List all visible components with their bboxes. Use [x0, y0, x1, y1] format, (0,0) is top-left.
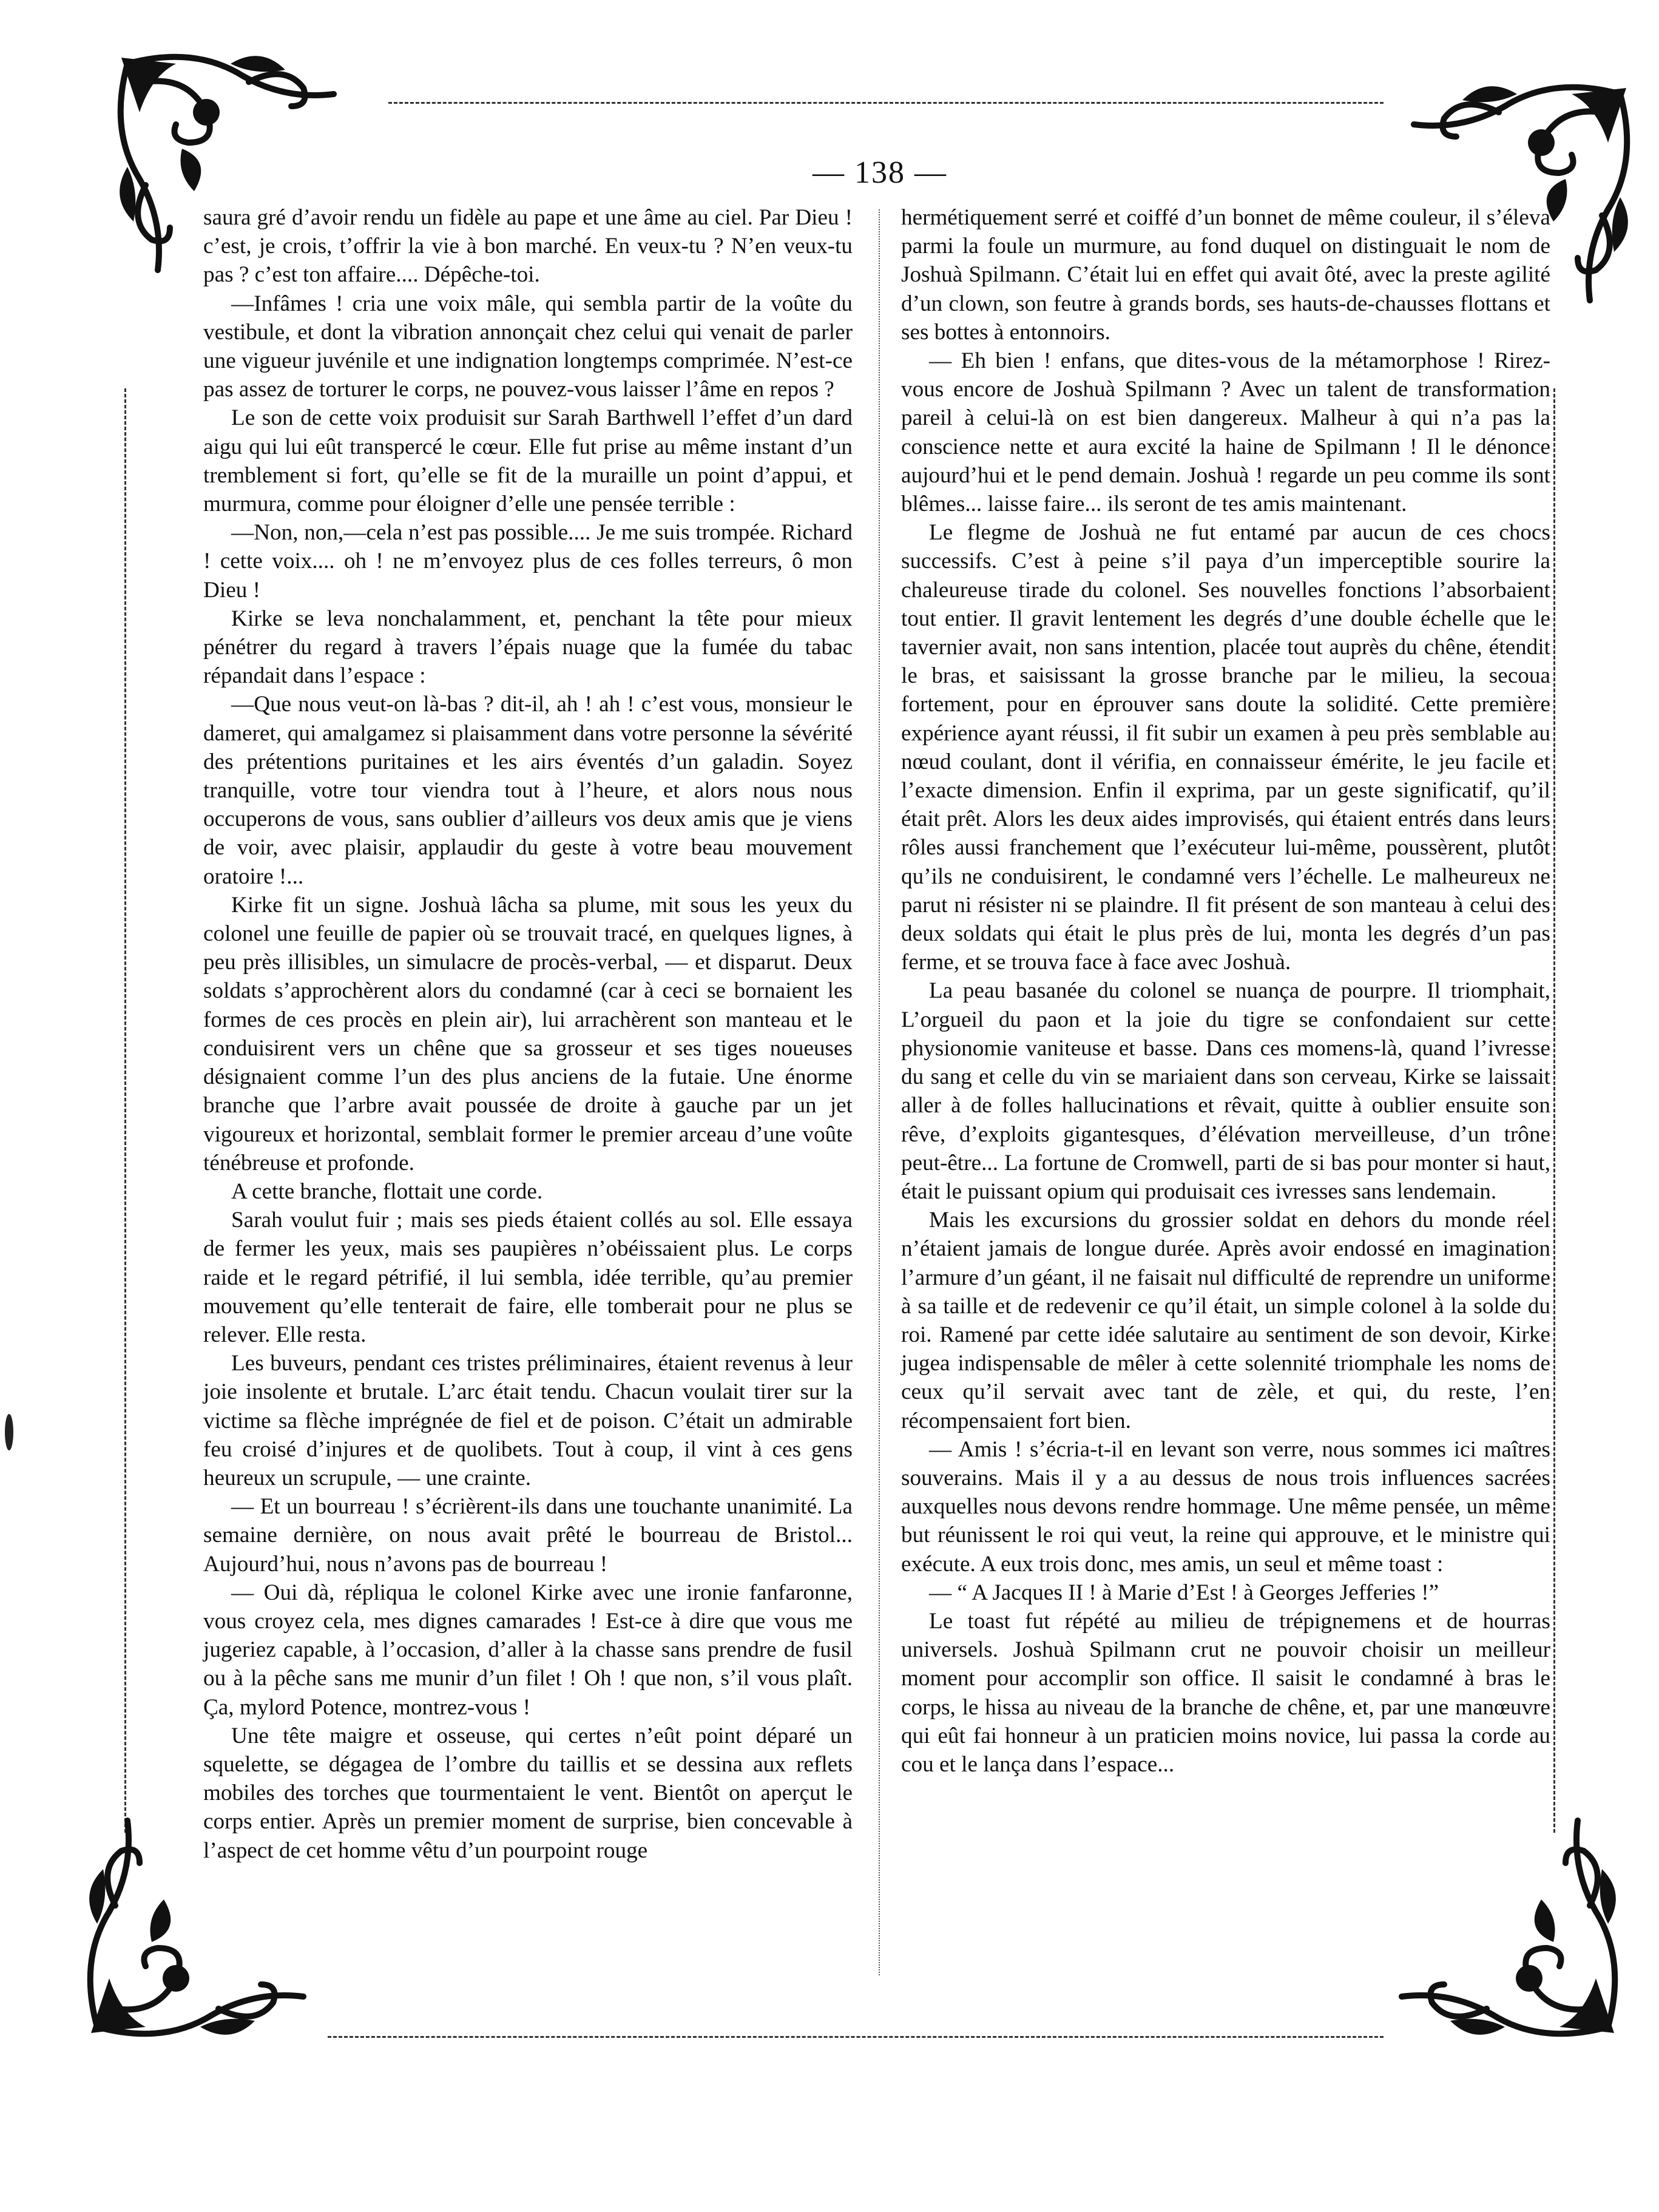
paragraph: — Oui dà, répliqua le colonel Kirke avec une ironie fanfaronne, vous croyez cela, mes dignes camarades ! Est-ce à dire que vous me jugeriez capable, à l’occasion, d’aller à la chasse sans prendre de fusil ou à la pêche sans me munir d’un filet ! Oh ! que non, s’il vous plaît. Ça, mylord Potence, montrez-vous ! [203, 1580, 853, 1720]
paragraph: Le son de cette voix produisit sur Sarah Barthwell l’effet d’un dard aigu qui lui eût transpercé le cœur. Elle fut prise au même instant d’un tremblement si fort, qu’elle se fit de la muraille un point d’appui, et murmura, comme pour éloigner d’elle une pensée terrible : [203, 405, 853, 517]
paragraph: saura gré d’avoir rendu un fidèle au pape et une âme au ciel. Par Dieu ! c’est, je crois, t’offrir la vie à bon marché. En veux-tu ? N’en veux-tu pas ? c’est ton affaire.... Dépêche-toi. [203, 205, 853, 288]
right-column [901, 203, 1550, 1779]
paragraph: — Et un bourreau ! s’écrièrent-ils dans une touchante unanimité. La semaine dernière, on nous avait prêté le bourreau de Bristol... Aujourd’hui, nous n’avons pas de bourreau ! [203, 1494, 853, 1577]
paragraph: A cette branche, flottait une corde. [231, 1179, 543, 1204]
border-left [124, 388, 126, 1833]
paragraph: — “ A Jacques II ! à Marie d’Est ! à Georges Jefferies !” [929, 1580, 1439, 1605]
paragraph: Les buveurs, pendant ces tristes préliminaires, étaient revenus à leur joie insolente et brutale. L’arc était tendu. Chacun voulait tirer sur la victime sa flèche imprégnée de fiel et de poison. C’était un admirable feu croisé d’injures et de quolibets. Tout à coup, il vint à ces gens heureux un scrupule, — une crainte. [203, 1351, 853, 1490]
paragraph: — Amis ! s’écria-t-il en levant son verre, nous sommes ici maîtres souverains. Mais il y a au dessus de nous trois influences sacrées auxquelles nous devons rendre hommage. Une même pensée, un même but réunissent le roi qui veut, la reine qui approuve, et le ministre qui exécute. A eux trois donc, mes amis, un seul et même toast : [901, 1436, 1550, 1577]
paragraph: Le toast fut répété au milieu de trépignemens et de hourras universels. Joshuà Spilmann crut ne pouvoir choisir un meilleur moment pour accomplir son office. Il saisit le condamné à bras le corps, le hissa au niveau de la branche de chêne, et, par une manœuvre qui eût fai honneur à un praticien moins novice, lui passa la corde au cou et le lança dans l’espace... [901, 1608, 1550, 1777]
paragraph: Kirke fit un signe. Joshuà lâcha sa plume, mit sous les yeux du colonel une feuille de papier où se trouvait tracé, en quelques lignes, à peu près illisibles, un simulacre de procès-verbal, — et disparut. Deux soldats s’approchèrent alors du condamné (car à ceci se bornaient les formes de ces procès en plein air), lui arrachèrent son manteau et le conduisirent vers un chêne que sa grosseur et ses tiges noueuses désignaient comme l’un des plus anciens de la futaie. Une énorme branche que l’arbre avait poussée de droite à gauche par un jet vigoureux et horizontal, semblait former le premier arceau d’une voûte ténébreuse et profonde. [203, 892, 853, 1175]
paragraph: —Non, non,—cela n’est pas possible.... Je me suis trompée. Richard ! cette voix.... oh ! ne m’envoyez plus de ces folles terreurs, ô mon Dieu ! [203, 520, 853, 603]
paragraph: —Que nous veut-on là-bas ? dit-il, ah ! ah ! c’est vous, monsieur le dameret, qui amalgamez si plaisamment dans votre personne la sévérité des prétentions puritaines et les airs éventés d’un galadin. Soyez tranquille, votre tour viendra tout à l’heure, et alors nous nous occuperons de vous, sans oublier d’ailleurs vos deux amis que je viens de voir, avec plaisir, applaudir du geste à votre beau mouvement oratoire !... [203, 692, 853, 889]
corner-ornament-bottom-right-icon [1377, 1796, 1632, 2051]
border-bottom [328, 2036, 1384, 2038]
paragraph: Sarah voulut fuir ; mais ses pieds étaient collés au sol. Elle essaya de fermer les yeux, mais ses paupières n’obéissaient plus. Le corps raide et le regard pétrifié, il lui sembla, idée terrible, qu’au premier mouvement qu’elle tenterait de faire, elle tomberait pour ne plus se relever. Elle resta. [203, 1208, 853, 1347]
border-top [388, 102, 1384, 104]
paragraph: Le flegme de Joshuà ne fut entamé par aucun de ces chocs successifs. C’est à peine s’il paya d’un imperceptible sourire la chaleureuse tirade du colonel. Ses nouvelles fonctions l’absorbaient tout entier. Il gravit lentement les degrés d’une double échelle que le tavernier avait, non sans intention, placée tout auprès du chêne, étendit le bras, et saisissant la grosse branche par le milieu, la secoua fortement, pour en éprouver sans doute la solidité. Cette première expérience ayant réussi, il fit subir un examen à peu près semblable au nœud coulant, dont il vérifia, en connaisseur émérite, le jeu facile et l’exacte dimension. Enfin il exprima, par un geste significatif, qu’il était prêt. Alors les deux aides improvisés, qui étaient entrés dans leurs rôles aussi franchement que l’exécuteur lui-même, poussèrent, plutôt qu’ils ne conduisirent, le condamné vers l’échelle. Le malheureux ne parut ni résister ni se plaindre. Il fit présent de son manteau à celui des deux soldats qui était le plus près de lui, monta les degrés d’un pas ferme, et se trouva face à face avec Joshuà. [901, 520, 1550, 975]
paragraph: — Eh bien ! enfans, que dites-vous de la métamorphose ! Rirez-vous encore de Joshuà Spilmann ? Avec un talent de transformation pareil à celui-là on est bien dangereux. Malheur à qui n’a pas la conscience nette et aura excité la haine de Spilmann ! Il le dénonce aujourd’hui et le pend demain. Joshuà ! regarde un peu comme ils sont blêmes... laisse faire... ils seront de tes amis maintenant. [901, 348, 1550, 517]
paragraph: Mais les excursions du grossier soldat en dehors du monde réel n’étaient jamais de longue durée. Après avoir endossé en imagination l’armure d’un géant, il ne faisait nul difficulté de reprendre un uniforme à sa taille et de redevenir ce qu’il était, un simple colonel à la solde du roi. Ramené par cette idée salutaire au sentiment de son devoir, Kirke jugea indispensable de mêler à cette solennité triomphale les noms de ceux qu’il servait avec tant de zèle, et qui, du reste, l’en récompensaient fort bien. [901, 1208, 1550, 1433]
paragraph: Kirke se leva nonchalamment, et, penchant la tête pour mieux pénétrer du regard à travers l’épais nuage que la fumée du tabac répandait dans l’espace : [203, 606, 853, 689]
paragraph: —Infâmes ! cria une voix mâle, qui sembla partir de la voûte du vestibule, et dont la vibration annonçait chez celui qui venait de parler une vigueur juvénile et une indignation longtemps comprimée. N’est-ce pas assez de torturer le corps, ne pouvez-vous laisser l’âme en repos ? [203, 291, 853, 402]
paragraph: Une tête maigre et osseuse, qui certes n’eût point déparé un squelette, se dégagea de l’ombre du taillis et se dessina aux reflets mobiles des torches que tourmentaient le vent. Bientôt on aperçut le corps entier. Après un premier moment de surprise, bien concevable à l’aspect de cet homme vêtu d’un pourpoint rouge [203, 1723, 853, 1863]
column-divider [879, 209, 880, 1975]
border-right [1553, 388, 1555, 1833]
paragraph: La peau basanée du colonel se nuança de pourpre. Il triomphait, L’orgueil du paon et la joie du tigre se confondaient sur cette physionomie vaniteuse et basse. Dans ces momens-là, quand l’ivresse du sang et celle du vin se mariaient dans son cerveau, Kirke se laissait aller à de folles hallucinations et rêvait, quitte à oublier ensuite son rêve, d’exploits gigantesques, d’élévation merveilleuse, d’un trône peut-être... La fortune de Cromwell, parti de si bas pour monter si haut, était le puissant opium qui produisait ces ivresses sans lendemain. [901, 978, 1550, 1204]
page-number: — 138 — [813, 155, 947, 190]
left-column [203, 203, 853, 1865]
paragraph: hermétiquement serré et coiffé d’un bonnet de même couleur, il s’éleva parmi la foule un murmure, au fond duquel on distinguait le nom de Joshuà Spilmann. C’était lui en effet qui avait ôté, avec la preste agilité d’un clown, son feutre à grands bords, ses hauts-de-chausses flottans et ses bottes à entonnoirs. [901, 205, 1550, 345]
scan-speck [5, 1414, 13, 1450]
